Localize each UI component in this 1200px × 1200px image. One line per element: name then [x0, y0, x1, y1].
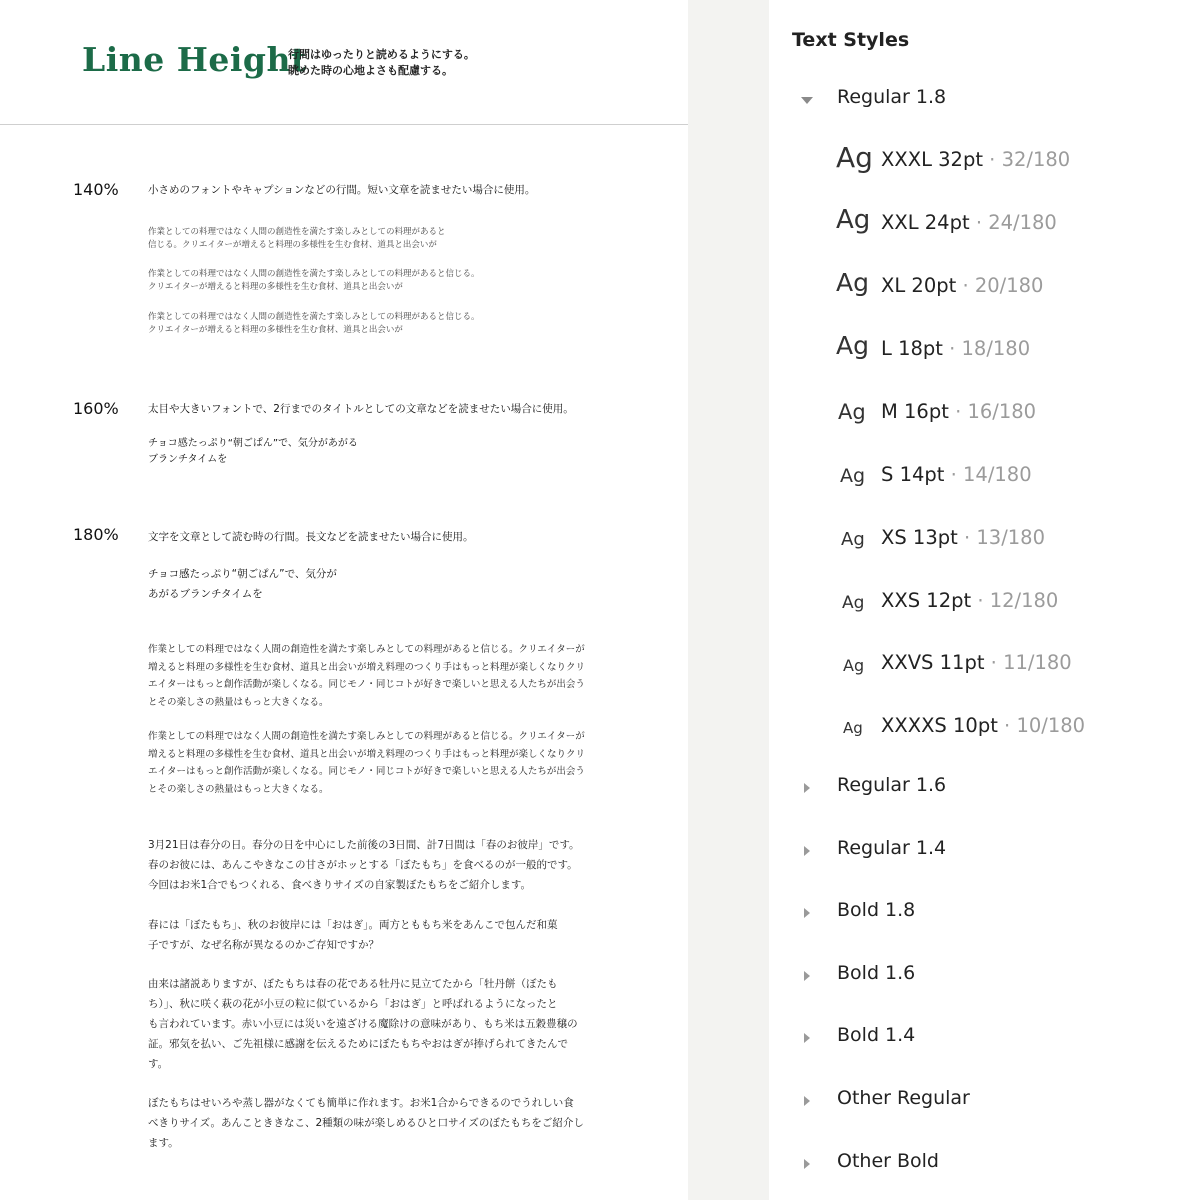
- text-style-name: XXVS 11pt: [881, 651, 985, 674]
- sample-paragraph: [148, 728, 585, 798]
- section-label-140: 140%: [73, 180, 119, 199]
- sample-line: も言われています。赤い小豆には災いを遠ざける魔除けの意味があり、もち米は五穀豊穣の: [148, 1018, 578, 1030]
- sample-line: す。: [148, 1058, 169, 1070]
- sample-line: べきりサイズ。あんことききなこ、2種類の味が楽しめるひと口サイズのぼたもちをご紹介し: [148, 1117, 584, 1129]
- style-group-bold-1-4[interactable]: [769, 1018, 1200, 1058]
- section-label-160: 160%: [73, 399, 119, 418]
- sample-line: ブランチタイムを: [148, 454, 228, 465]
- style-group-other-bold[interactable]: [769, 1144, 1200, 1184]
- style-group-label: Regular 1.6: [837, 774, 947, 796]
- section-description-180: 文字を文章として読む時の行間。長文などを読ませたい場合に使用。: [148, 531, 474, 543]
- style-group-label: Regular 1.8: [837, 86, 947, 108]
- style-group-label: Other Regular: [837, 1087, 970, 1109]
- sample-line: 由来は諸説ありますが、ぼたもちは春の花である牡丹に見立てたから「牡丹餅（ぼたも: [148, 978, 558, 990]
- sample-line: クリエイターが増えると料理の多様性を生む食材、道具と出会いが: [148, 282, 403, 292]
- type-sample-icon: Ag: [840, 465, 866, 487]
- text-style-name-wrap: [881, 274, 1043, 297]
- text-style-spec: · 11/180: [984, 651, 1072, 674]
- text-style-name: XXS 12pt: [881, 589, 972, 612]
- panel-title: Text Styles: [792, 29, 910, 51]
- canvas-gutter: [688, 0, 769, 1200]
- section-description-140: 小さめのフォントやキャプションなどの行間。短い文章を読ませたい場合に使用。: [148, 184, 536, 196]
- sample-paragraph: [148, 835, 580, 895]
- sample-paragraph: [148, 915, 558, 955]
- caret-right-icon[interactable]: [804, 1096, 810, 1106]
- section-label-180: 180%: [73, 525, 119, 544]
- sample-line: エイターはもっと創作活動が楽しくなる。同じモノ・同じコトが好きで楽しいと思える人たちが出会う: [148, 766, 585, 777]
- text-style-name: XS 13pt: [881, 526, 958, 549]
- sample-paragraph: [148, 974, 578, 1074]
- sample-line: 作業としての料理ではなく人間の創造性を満たす楽しみとしての料理があると信じる。: [148, 312, 480, 322]
- text-style-name: XXXXS 10pt: [881, 714, 998, 737]
- text-style-item[interactable]: [769, 515, 1200, 559]
- text-style-item[interactable]: [769, 139, 1200, 183]
- text-style-name-wrap: [881, 589, 1058, 612]
- text-style-spec: · 16/180: [948, 400, 1037, 423]
- text-style-item[interactable]: [769, 264, 1200, 308]
- type-sample-icon: Ag: [836, 141, 873, 174]
- text-style-name: XL 20pt: [881, 274, 957, 297]
- sample-line: ぼたもちはせいろや蒸し器がなくても簡単に作れます。お米1合からできるのでうれしい食: [148, 1097, 574, 1109]
- text-style-name-wrap: [881, 148, 1070, 171]
- caret-right-icon[interactable]: [804, 846, 810, 856]
- style-group-regular-1-8[interactable]: [769, 80, 1200, 120]
- sample-paragraph: [148, 641, 585, 711]
- sample-line: 作業としての料理ではなく人間の創造性を満たす楽しみとしての料理があると信じる。クリエイターが: [148, 731, 585, 742]
- caret-right-icon[interactable]: [804, 908, 810, 918]
- document-title: Line Height: [82, 40, 307, 79]
- section-description-160: 太目や大きいフォントで、2行までのタイトルとしての文章などを読ませたい場合に使用。: [148, 403, 574, 415]
- sample-line: 信じる。クリエイターが増えると料理の多様性を生む食材、道具と出会いが: [148, 240, 437, 250]
- text-style-spec: · 13/180: [957, 526, 1045, 549]
- sample-line: クリエイターが増えると料理の多様性を生む食材、道具と出会いが: [148, 325, 403, 335]
- text-style-name-wrap: [881, 526, 1045, 549]
- sample-line: 作業としての料理ではなく人間の創造性を満たす楽しみとしての料理があると信じる。: [148, 269, 480, 279]
- caret-right-icon[interactable]: [804, 1033, 810, 1043]
- text-style-name-wrap: [881, 714, 1085, 737]
- style-group-bold-1-8[interactable]: [769, 893, 1200, 933]
- sample-line: ち）」、秋に咲く萩の花が小豆の粒に似ているから「おはぎ」と呼ばれるようになったと: [148, 998, 558, 1010]
- subtitle-line: 行間はゆったりと読めるようにする。: [288, 48, 475, 61]
- sample-line: エイターはもっと創作活動が楽しくなる。同じモノ・同じコトが好きで楽しいと思える人たちが出会う: [148, 679, 585, 690]
- text-style-name-wrap: [881, 463, 1032, 486]
- sample-line: あがるブランチタイムを: [148, 587, 263, 600]
- sample-line: チョコ感たっぷり“朝ごぱん”で、気分が: [148, 568, 337, 580]
- sample-line: 子ですが、なぜ名称が異なるのかご存知ですか？: [148, 939, 379, 951]
- text-styles-panel: [769, 0, 1200, 1200]
- text-style-item[interactable]: [769, 327, 1200, 371]
- sample-line: 春のお彼には、あんこやきなこの甘さがホッとする「ぼたもち」を食べるのが一般的です。: [148, 859, 578, 871]
- sample-paragraph: [148, 268, 480, 294]
- type-sample-icon: Ag: [843, 656, 865, 675]
- sample-paragraph: [148, 1093, 584, 1153]
- sample-paragraph: [148, 311, 480, 337]
- caret-right-icon[interactable]: [804, 971, 810, 981]
- style-group-label: Bold 1.8: [837, 899, 916, 921]
- type-sample-icon: Ag: [842, 593, 865, 613]
- text-style-spec: · 12/180: [971, 589, 1059, 612]
- style-group-label: Regular 1.4: [837, 837, 947, 859]
- text-style-spec: · 18/180: [942, 337, 1031, 360]
- type-sample-icon: Ag: [836, 268, 869, 297]
- text-style-item[interactable]: [769, 390, 1200, 434]
- text-style-name: L 18pt: [881, 337, 943, 360]
- text-style-name-wrap: [881, 651, 1072, 674]
- text-style-name: M 16pt: [881, 400, 949, 423]
- sample-line: 増えると料理の多様性を生む食材、道具と出会いが増え料理のつくり手はもっと料理が楽しくなりクリ: [148, 748, 586, 760]
- sample-headline: [148, 565, 337, 604]
- text-style-name-wrap: [881, 211, 1057, 234]
- text-style-name: XXL 24pt: [881, 211, 970, 234]
- text-style-spec: · 14/180: [944, 463, 1032, 486]
- text-style-item[interactable]: [769, 640, 1200, 684]
- text-style-item[interactable]: [769, 578, 1200, 622]
- document-header: [0, 0, 688, 125]
- style-group-bold-1-6[interactable]: [769, 956, 1200, 996]
- text-style-item[interactable]: [769, 453, 1200, 497]
- sample-line: とその楽しさの熱量はもっと大きくなる。: [148, 783, 329, 795]
- sample-headline: [148, 436, 358, 468]
- sample-line: 春には「ぼたもち」、秋のお彼岸には「おはぎ」。両方とももち米をあんこで包んだ和菓: [148, 919, 558, 931]
- sample-line: 作業としての料理ではなく人間の創造性を満たす楽しみとしての料理があると信じる。クリエイターが: [148, 644, 585, 655]
- document-subtitle: [288, 47, 475, 79]
- text-style-item[interactable]: [769, 703, 1200, 747]
- type-sample-icon: Ag: [838, 400, 866, 424]
- sample-paragraph: [148, 226, 446, 252]
- type-sample-icon: Ag: [841, 529, 865, 550]
- caret-down-icon[interactable]: [801, 97, 813, 104]
- sample-line: 今回はお米1合でもつくれる、食べきりサイズの自家製ぼたもちをご紹介します。: [148, 879, 531, 891]
- sample-line: とその楽しさの熱量はもっと大きくなる。: [148, 696, 329, 708]
- text-style-name-wrap: [881, 337, 1030, 360]
- style-group-label: Other Bold: [837, 1150, 939, 1172]
- text-style-spec: · 10/180: [997, 714, 1086, 737]
- type-sample-icon: Ag: [843, 719, 863, 737]
- sample-line: 証。邪気を払い、ご先祖様に感謝を伝えるためにぼたもちやおはぎが捧げられてきたんで: [148, 1038, 568, 1050]
- text-style-item[interactable]: [769, 202, 1200, 246]
- sample-line: チョコ感たっぷり“朝ごぱん”で、気分があがる: [148, 438, 358, 449]
- text-style-spec: · 32/180: [982, 148, 1071, 171]
- text-style-name: XXXL 32pt: [881, 148, 983, 171]
- text-style-spec: · 20/180: [956, 274, 1044, 297]
- text-style-name-wrap: [881, 400, 1036, 423]
- style-group-label: Bold 1.6: [837, 962, 916, 984]
- style-group-regular-1-4[interactable]: [769, 831, 1200, 871]
- caret-right-icon[interactable]: [804, 1159, 810, 1169]
- type-sample-icon: Ag: [836, 331, 869, 360]
- style-group-other-regular[interactable]: [769, 1081, 1200, 1121]
- sample-line: 作業としての料理ではなく人間の創造性を満たす楽しみとしての料理があると: [148, 227, 446, 237]
- sample-line: 増えると料理の多様性を生む食材、道具と出会いが増え料理のつくり手はもっと料理が楽しくなりクリ: [148, 661, 586, 673]
- style-group-regular-1-6[interactable]: [769, 768, 1200, 808]
- subtitle-line: 眺めた時の心地よさも配慮する。: [288, 64, 453, 77]
- style-group-label: Bold 1.4: [837, 1024, 916, 1046]
- caret-right-icon[interactable]: [804, 783, 810, 793]
- type-sample-icon: Ag: [836, 205, 871, 235]
- text-style-spec: · 24/180: [969, 211, 1057, 234]
- sample-line: ます。: [148, 1137, 179, 1149]
- text-style-name: S 14pt: [881, 463, 945, 486]
- sample-line: 3月21日は春分の日。春分の日を中心にした前後の3日間、計7日間は「春のお彼岸」です。: [148, 839, 580, 851]
